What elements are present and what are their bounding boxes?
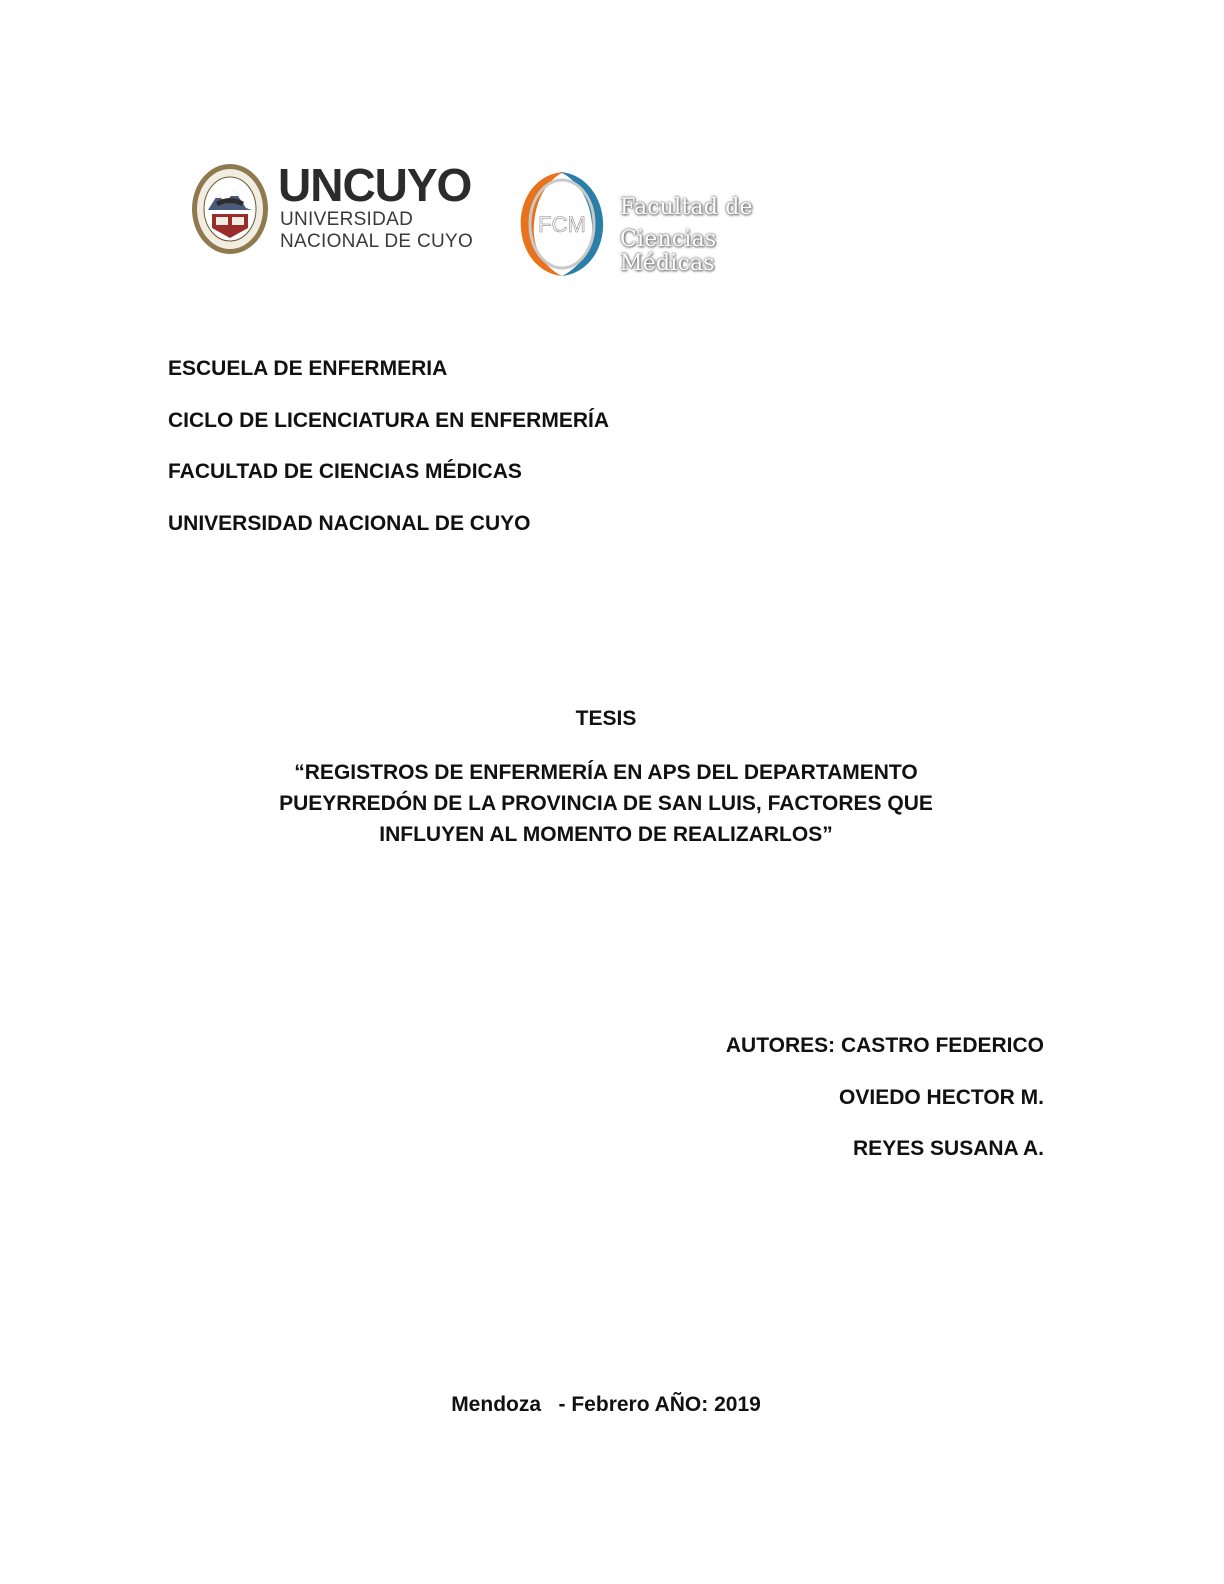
fcm-text-line2: Ciencias Médicas bbox=[620, 227, 717, 276]
thesis-title-line: INFLUYEN AL MOMENTO DE REALIZARLOS” bbox=[379, 823, 833, 846]
header-line-faculty: FACULTAD DE CIENCIAS MÉDICAS bbox=[168, 460, 522, 483]
thesis-title bbox=[200, 757, 1012, 850]
thesis-title-line: PUEYRREDÓN DE LA PROVINCIA DE SAN LUIS, FACTORES QUE bbox=[279, 792, 933, 815]
fcm-ring-icon bbox=[512, 166, 612, 282]
author-line: OVIEDO HECTOR M. bbox=[839, 1085, 1044, 1109]
thesis-label: TESIS bbox=[575, 707, 637, 730]
uncuyo-wordmark: UNCUYO bbox=[278, 159, 472, 211]
thesis-title-line: “REGISTROS DE ENFERMERÍA EN APS DEL DEPARTAMENTO bbox=[294, 761, 918, 784]
header-line-school: ESCUELA DE ENFERMERIA bbox=[168, 357, 448, 380]
uncuyo-logo bbox=[190, 160, 490, 260]
institution-header bbox=[168, 356, 609, 562]
authors-block bbox=[726, 1033, 1044, 1188]
uncuyo-subtitle-line1: UNIVERSIDAD bbox=[280, 209, 414, 230]
header-line-university: UNIVERSIDAD NACIONAL DE CUYO bbox=[168, 511, 531, 535]
uncuyo-subtitle-line2: NACIONAL DE CUYO bbox=[280, 231, 474, 252]
place-date-footer: Mendoza - Febrero AÑO: 2019 bbox=[451, 1393, 761, 1416]
fcm-logo bbox=[512, 166, 812, 284]
author-line: REYES SUSANA A. bbox=[853, 1137, 1044, 1160]
fcm-abbrev: FCM bbox=[538, 212, 586, 237]
university-seal-icon bbox=[190, 162, 270, 256]
fcm-text-line1: Facultad de bbox=[620, 195, 753, 220]
header-line-program: CICLO DE LICENCIATURA EN ENFERMERÍA bbox=[168, 408, 609, 432]
author-line: AUTORES: CASTRO FEDERICO bbox=[725, 1034, 1044, 1057]
